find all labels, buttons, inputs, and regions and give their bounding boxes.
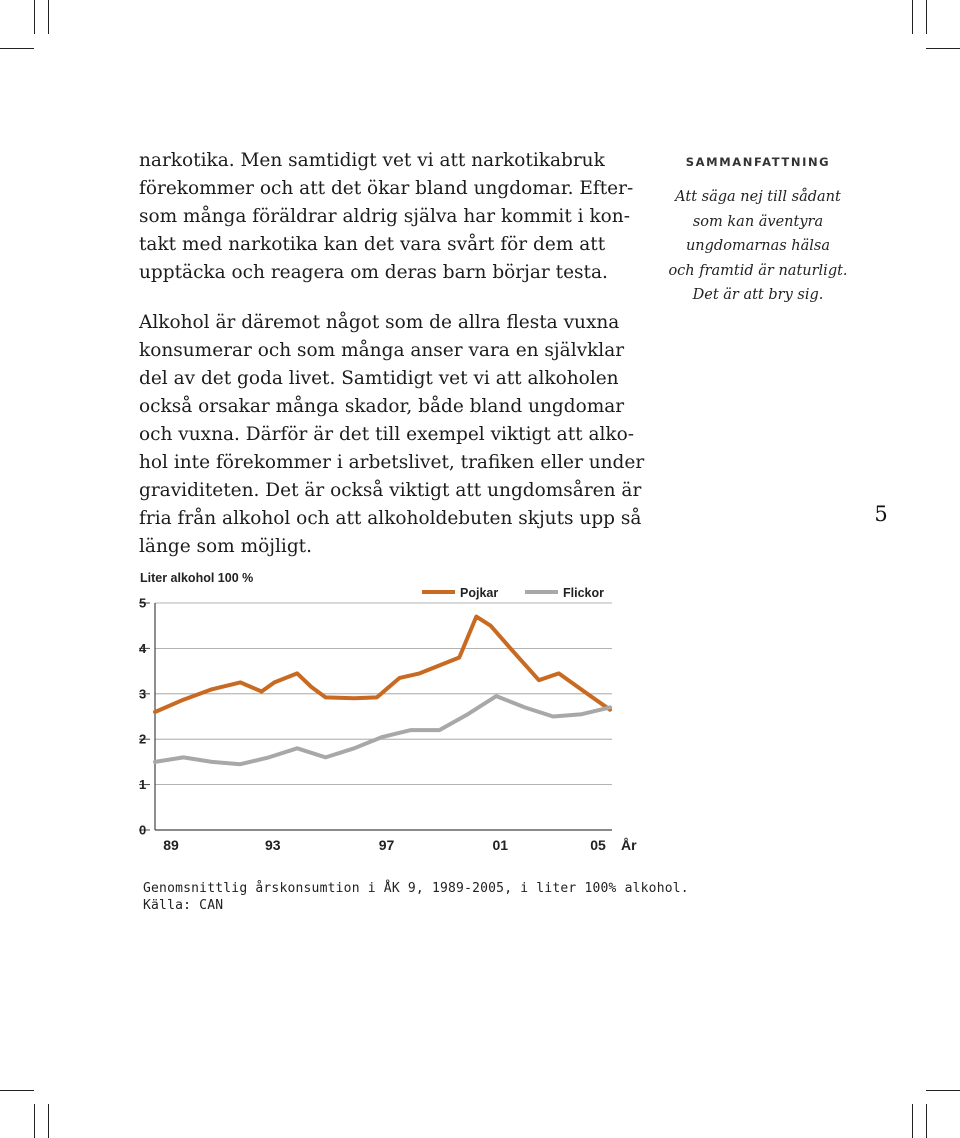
text-line: Alkohol är däremot något som de allra flesta vuxna: [139, 312, 620, 333]
text-line: länge som möjligt.: [139, 536, 312, 557]
caption-line: Genomsnittlig årskonsumtion i ÅK 9, 1989-2005, i liter 100% alkohol.: [143, 881, 689, 896]
crop-mark: [926, 0, 927, 34]
text-line: upptäcka och reagera om deras barn börjar testa.: [139, 262, 608, 283]
crop-mark: [0, 1090, 34, 1091]
x-tick-label: 93: [264, 837, 281, 853]
y-tick-label: 5: [139, 595, 147, 611]
quote-line: och framtid är naturligt.: [668, 262, 848, 279]
sidebar-heading: SAMMANFATTNING: [685, 155, 831, 169]
y-tick-label: 4: [139, 640, 147, 656]
quote-line: Att säga nej till sådant: [675, 189, 841, 205]
text-line: konsumerar och som många anser vara en självklar: [139, 340, 625, 361]
y-axis-label: Liter alkohol 100 %: [140, 571, 254, 585]
crop-mark: [48, 1104, 49, 1138]
text-line: och vuxna. Därför är det till exempel viktigt att alko-: [139, 424, 635, 445]
body-paragraph-2: [139, 309, 645, 561]
y-tick-label: 0: [139, 822, 147, 838]
x-tick-label: 05: [590, 837, 606, 853]
sidebar-quote: [658, 185, 858, 308]
text-line: förekommer och att det ökar bland ungdomar. Efter-: [139, 178, 634, 199]
y-tick-labels: [139, 596, 147, 838]
x-tick-labels: [163, 837, 606, 853]
x-tick-label: 89: [163, 837, 179, 853]
legend: [422, 586, 604, 600]
crop-mark: [0, 48, 34, 49]
line-chart: [0, 560, 660, 860]
body-paragraph-1: [139, 147, 639, 287]
text-line: takt med narkotika kan det vara svårt för dem att: [139, 234, 606, 255]
gridlines: [139, 603, 612, 830]
text-line: graviditeten. Det är också viktigt att ungdomsåren är: [139, 480, 642, 501]
crop-mark: [48, 0, 49, 34]
crop-mark: [926, 48, 960, 49]
crop-mark: [926, 1104, 927, 1138]
series-line-pojkar: [155, 617, 610, 712]
crop-mark: [34, 0, 35, 34]
x-tick-label: 97: [378, 837, 395, 853]
series-line-flickor: [155, 696, 610, 764]
y-tick-label: 3: [139, 686, 147, 702]
crop-mark: [912, 0, 913, 34]
crop-mark: [34, 1104, 35, 1138]
y-tick-label: 1: [139, 777, 147, 793]
page-number: 5: [874, 502, 888, 526]
text-line: som många föräldrar aldrig själva har kommit i kon-: [139, 206, 630, 227]
quote-line: ungdomarnas hälsa: [685, 238, 831, 254]
x-axis-label: År: [621, 837, 637, 853]
y-tick-label: 2: [139, 731, 147, 747]
text-line: fria från alkohol och att alkoholdebuten skjuts upp så: [139, 508, 642, 529]
text-line: hol inte förekommer i arbetslivet, trafiken eller under: [139, 452, 645, 473]
quote-line: som kan äventyra: [692, 213, 824, 230]
text-line: också orsakar många skador, både bland ungdomar: [139, 396, 625, 417]
chart-caption: [143, 880, 689, 914]
crop-mark: [912, 1104, 913, 1138]
quote-line: Det är att bry sig.: [692, 287, 824, 303]
caption-line: Källa: CAN: [143, 898, 224, 913]
text-line: narkotika. Men samtidigt vet vi att narkotikabruk: [139, 150, 605, 171]
series-lines: [155, 617, 610, 765]
text-line: del av det goda livet. Samtidigt vet vi att alkoholen: [139, 368, 619, 389]
crop-mark: [926, 1090, 960, 1091]
legend-label-flickor: Flickor: [563, 586, 604, 600]
legend-label-pojkar: Pojkar: [460, 586, 499, 600]
x-tick-label: 01: [492, 837, 509, 853]
